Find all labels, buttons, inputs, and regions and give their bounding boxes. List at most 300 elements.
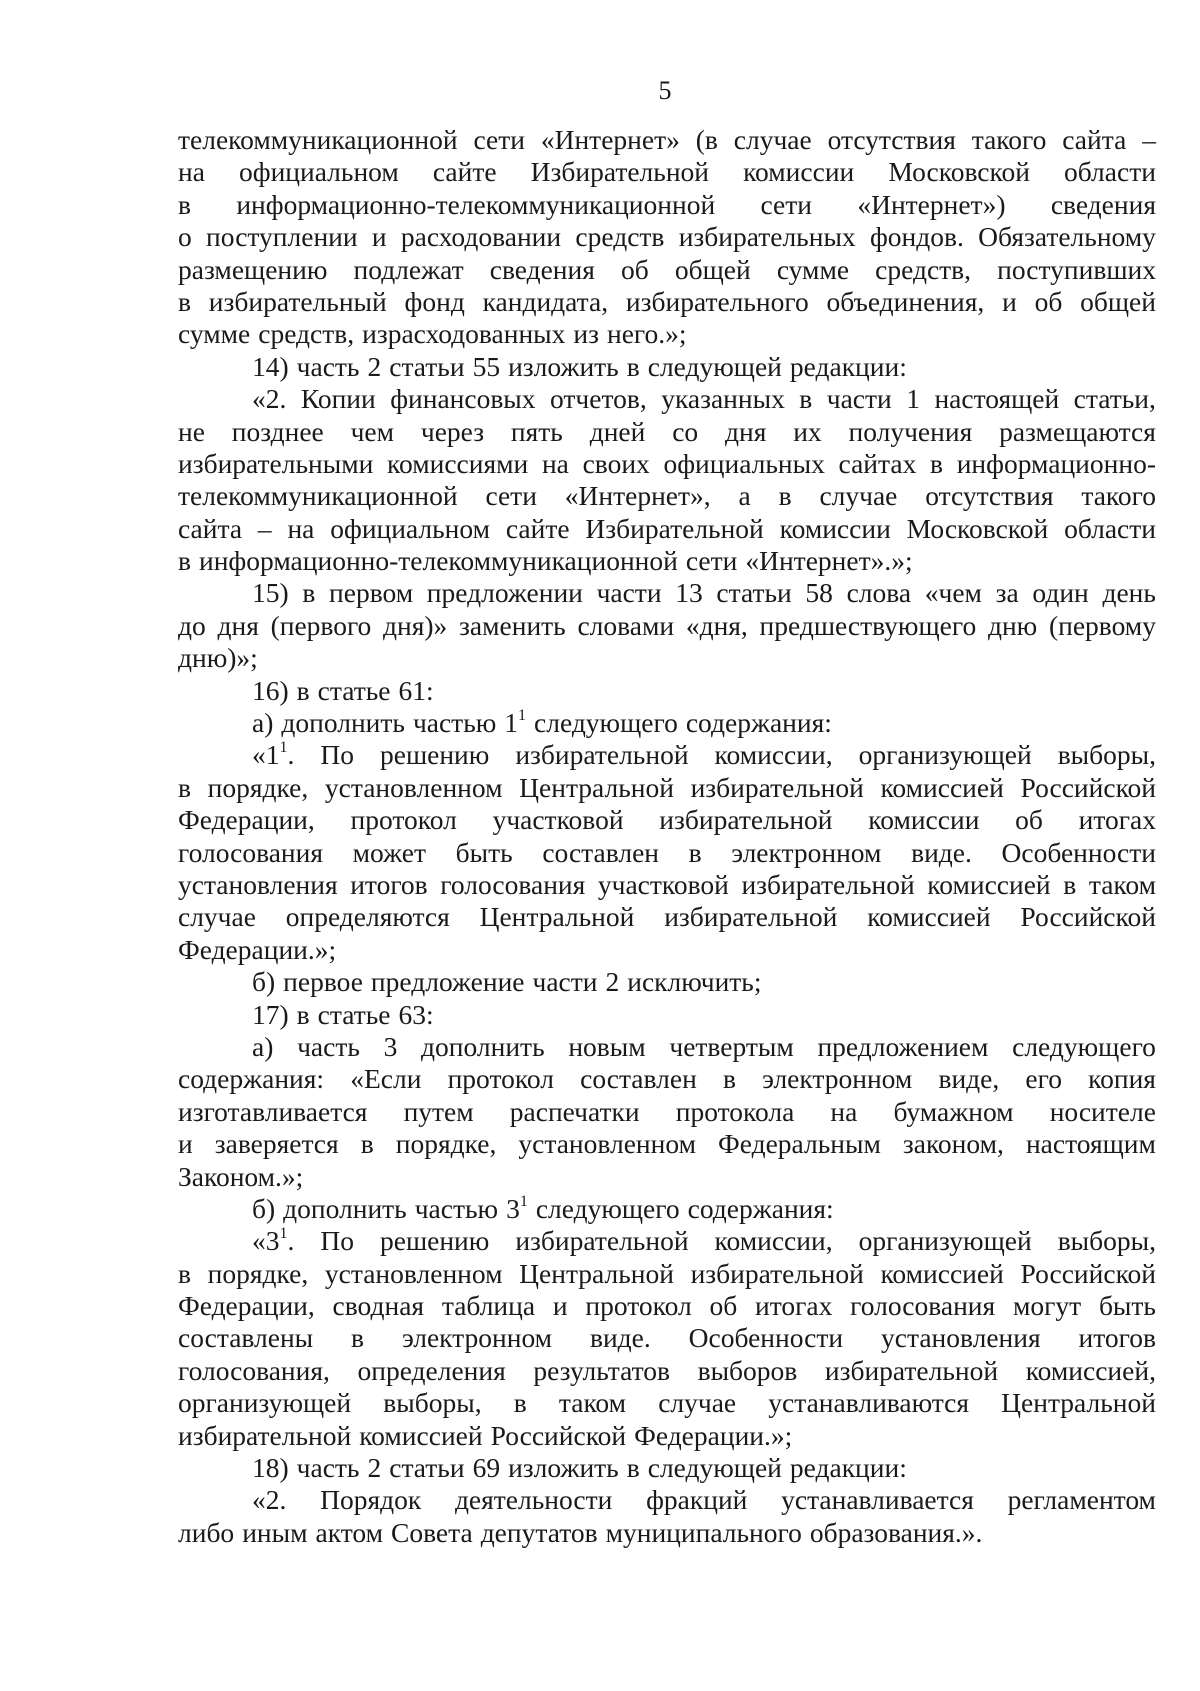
text-line [178,351,1156,383]
word: случае [819,480,898,512]
word: сведения [489,253,595,285]
word: фондов. [869,221,964,253]
text-line [178,999,1156,1031]
word: установления [881,1322,1041,1354]
word: сайта [178,512,243,544]
word: б) [252,966,276,998]
word: 17) [252,998,289,1030]
word: и [1002,285,1017,317]
word: установленном [518,1128,696,1160]
word: комиссией [359,1419,483,1451]
word: информационно-телекоммуникационной [236,188,716,220]
word: распечатки [509,1095,640,1127]
page-number: 5 [658,76,672,105]
word: участковой [492,804,624,836]
word: статьи [389,1452,465,1484]
word: официальных [663,447,825,479]
word: комиссией [880,771,1004,803]
word: в [778,480,792,512]
word: размещению [178,253,328,285]
word: участковой [597,868,729,900]
word: составлен [580,1063,697,1095]
word: изготавливается [178,1095,368,1127]
word: в [930,447,944,479]
word: итогах [1078,804,1156,836]
text-line [178,1225,1156,1257]
word: электронном [731,836,882,868]
word: порядке, [395,1128,497,1160]
word: составлены [178,1322,314,1354]
word: Московской [888,156,1030,188]
word: «2. [252,383,287,415]
text-line [178,448,1156,480]
text-line [178,545,1156,577]
word: первом [329,577,414,609]
word: в [302,577,316,609]
word: статьи [389,350,465,382]
word: комиссиями [387,447,529,479]
word: первое [283,966,363,998]
word: избирательной [741,868,915,900]
word: выборы, [383,1387,482,1419]
word: избирательной [664,901,838,933]
text-line [178,1258,1156,1290]
word: Российской [1020,901,1156,933]
word: Российской [490,1419,627,1451]
word: предложение [370,966,525,998]
word: организующей [178,1387,352,1419]
word: частью [412,707,497,739]
word: телекоммуникационной [178,124,458,155]
word: сети [473,124,525,155]
word: предшествующего [759,609,977,641]
word: таком [558,1387,627,1419]
word: «Если [350,1063,422,1095]
word: 2 [367,1452,382,1484]
word: и [552,1290,568,1322]
word: общей [1080,285,1156,317]
word: виде, [938,1063,1000,1095]
word: Центральной [519,771,674,803]
word: По [320,1225,354,1257]
word: редакции: [789,1452,907,1484]
word: части [596,577,662,609]
word: итогов [1078,1322,1156,1354]
word: поступивших [997,253,1156,285]
word: комиссией [880,1257,1004,1289]
word: содержания: [685,707,832,739]
word: новым [568,1030,646,1062]
word: в [178,188,191,220]
word: протокол [585,1290,692,1322]
word: сводная [332,1290,425,1322]
word: части [826,383,892,415]
word: изложить [508,1452,619,1484]
word: копия [1088,1063,1156,1095]
word: сведения [1050,188,1156,220]
word: избирательной [178,1419,352,1451]
word: фракций [646,1484,748,1516]
word: дня)» [383,609,448,641]
text-line [178,1290,1156,1322]
word: дней [589,415,646,447]
word: 18) [252,1452,289,1484]
word: заверяется [214,1128,339,1160]
word: сети [760,188,812,220]
word: избирательной [824,1354,999,1386]
word: дополнить [421,1030,545,1062]
word: 16) [252,674,289,706]
word: Особенности [688,1322,844,1354]
word: организующей [858,739,1032,771]
word: 55 [472,350,501,382]
text-line [178,869,1156,901]
word: сети [685,545,738,577]
word: и [371,221,387,253]
word: путем [403,1095,474,1127]
word: Совета [391,1516,473,1548]
word: Центральной [479,901,635,933]
word: в [296,674,310,706]
word: а) [252,707,274,739]
text-line [178,610,1156,642]
text-line [178,124,1156,156]
word: сайтах [838,447,917,479]
word: информационно-телекоммуникационной [199,545,678,577]
word: быть [455,836,513,868]
word: регламентом [1007,1484,1156,1516]
word: отсутствия [925,480,1054,512]
word: общей [674,253,751,285]
word: избирательной [690,771,864,803]
text-line [178,221,1156,253]
word: на [541,447,569,479]
word: «Интернет».»; [745,545,913,577]
word: могут [1012,1290,1082,1322]
word: 61: [398,674,434,706]
word: 63: [398,998,434,1030]
word: в [799,383,813,415]
word: – [257,512,272,544]
word: «чем [924,577,982,609]
word: Российской [1020,1257,1156,1289]
word: не [178,415,205,447]
word: четвертым [669,1030,794,1062]
word: сумме [178,318,251,350]
word: установленном [324,771,503,803]
word: на [178,156,205,188]
word: пять [510,415,563,447]
word: содержания: [687,1192,834,1224]
word: избирательной [659,804,833,836]
word: слова [846,577,912,609]
word: Избирательной [585,512,764,544]
word: дополнить [281,707,405,739]
word: и [178,1128,193,1160]
text-line [178,1420,1156,1452]
word: итогов [350,868,428,900]
word: устанавливается [781,1484,974,1516]
word: из [573,318,599,350]
word: часть [296,350,360,382]
word: 1 [906,383,920,415]
word: итогах [755,1290,833,1322]
word: «2. [252,1484,287,1516]
word: Московской [906,512,1049,544]
word: такого [971,124,1047,155]
word: изложить [508,350,619,382]
word: голосования [440,868,586,900]
word: виде. [589,1322,651,1354]
word: их [793,415,822,447]
text-line [178,383,1156,415]
word: отчетов, [550,383,647,415]
word: один [1032,577,1089,609]
word: размещаются [999,415,1156,447]
text-line [178,286,1156,318]
text-line [178,189,1156,221]
word: 15) [252,577,289,609]
word: определяются [285,901,450,933]
text-line [178,739,1156,771]
word: израсходованных [362,318,566,350]
word: предложении [426,577,583,609]
text-line [178,1096,1156,1128]
word: предложением [817,1030,989,1062]
word: часть [297,1030,360,1062]
word: комиссии, [714,1225,833,1257]
word: протокол [350,804,457,836]
word: официальном [330,512,491,544]
word: комиссией [867,901,991,933]
superscript: 1 [518,706,527,724]
word: носителе [1049,1095,1156,1127]
word: а) [252,1030,274,1062]
superscript: 1 [279,1225,288,1243]
word: (в [695,124,718,155]
word: официальном [239,156,399,188]
word: на [287,512,315,544]
word: выборы, [1057,739,1156,771]
word: Обязательному [978,221,1156,253]
word: «Интернет», [564,480,711,512]
word: Федеральным [718,1128,881,1160]
word: в [360,1128,374,1160]
word: комиссии, [714,739,833,771]
word: со [672,415,699,447]
text-line [178,675,1156,707]
word: в [178,285,191,317]
word: порядке, [207,1257,309,1289]
word: через [420,415,485,447]
word: Особенности [1001,836,1156,868]
word: его [1025,1063,1062,1095]
word: решению [380,1225,490,1257]
word: сайте [432,156,497,188]
word: такого [1081,480,1156,512]
text-line [178,934,1156,966]
word: статьи [716,577,792,609]
word: законом, [902,1128,1004,1160]
word: либо [178,1516,235,1548]
word: сайте [505,512,570,544]
word: день [1102,577,1156,609]
word: таблица [441,1290,536,1322]
word: актом [315,1516,383,1548]
word: до [178,609,206,641]
text-line [178,1387,1156,1419]
word: следующего [535,1192,680,1224]
word: комиссии [779,512,891,544]
word: дополнить [283,1192,407,1224]
word: может [352,836,426,868]
word: выборов [697,1354,798,1386]
word: 13 [675,577,703,609]
text-line [178,577,1156,609]
word: б) [252,1192,276,1224]
text-line [178,1517,1156,1549]
word: дню [987,609,1038,641]
word: комиссией [927,868,1051,900]
word: области [1064,156,1156,188]
word: «Интернет» [540,124,680,155]
word: подлежат [353,253,464,285]
word: части [532,966,598,998]
word: средств, [258,318,355,350]
text-line [178,1355,1156,1387]
word: избирательной [515,739,689,771]
word: избирательного [625,285,809,317]
word: электронном [401,1322,553,1354]
word: Избирательной [530,156,710,188]
text-line [178,804,1156,836]
text-line [178,1063,1156,1095]
word: содержания: [178,1063,325,1095]
word: сайта [1062,124,1127,155]
word: составлен [542,836,659,868]
word: 58 [805,577,833,609]
word: протокола [675,1095,795,1127]
text-line [178,416,1156,448]
word: об [621,253,649,285]
word: в [513,1387,527,1419]
word: выборы, [1057,1225,1156,1257]
text-line [178,480,1156,512]
word: сети [485,480,537,512]
word: в [1063,868,1077,900]
word: виде. [911,836,972,868]
word: Порядок [320,1484,422,1516]
word: депутатов [480,1516,598,1548]
word: дня [217,609,259,641]
word: 69 [472,1452,501,1484]
word: Российской [1020,771,1156,803]
word: часть [296,1452,360,1484]
word: финансовых [390,383,536,415]
word: муниципального [605,1516,802,1548]
word: в [178,771,191,803]
word: Федерации, [178,804,315,836]
word: следующей [647,1452,782,1484]
word: указанных [661,383,785,415]
superscript: 1 [519,1192,528,1210]
word: исключить; [627,966,762,998]
word: в [688,836,702,868]
word: порядке, [207,771,309,803]
word: решению [380,739,490,771]
word: Федерации.»; [634,1419,793,1451]
word: избирательной [515,1225,689,1257]
word: избирательными [178,447,374,479]
text-line [178,1031,1156,1063]
text-line [178,156,1156,188]
word: голосования, [178,1354,330,1386]
text-line [178,1193,1156,1225]
word: Федерации.»; [178,933,337,965]
word: комиссии [743,156,855,188]
word: иным [242,1516,308,1548]
word: словами [577,609,675,641]
word: устанавливаются [768,1387,969,1419]
word: частью [414,1192,499,1224]
word: в [722,1063,736,1095]
word: (первому [1048,609,1156,641]
word: настоящим [1025,1128,1156,1160]
word: об [709,1290,738,1322]
word: заменить [459,609,566,641]
text-line [178,1322,1156,1354]
word: статьи, [1073,383,1156,415]
word: организующей [858,1225,1032,1257]
text-line [178,1161,1156,1193]
word: избирательной [690,1257,864,1289]
word: (первого [270,609,372,641]
word: чем [350,415,395,447]
word: дня [725,415,767,447]
word: Копии [300,383,376,415]
word: Центральной [519,1257,674,1289]
word: комиссией, [1025,1354,1156,1386]
word: 2 [605,966,620,998]
text-line [178,837,1156,869]
word: телекоммуникационной [178,480,458,512]
word: По [320,739,354,771]
text-line [178,1452,1156,1484]
word: быть [1098,1290,1156,1322]
word: результатов [533,1354,670,1386]
word: протокол [447,1063,554,1095]
word: избирательных [678,221,856,253]
text-line [178,707,1156,739]
word: таком [1088,868,1156,900]
word: фонд [404,285,465,317]
word: получения [848,415,973,447]
word: об [1015,804,1043,836]
word: – [1142,124,1156,155]
word: об [1034,285,1063,317]
text-line [178,1128,1156,1160]
word: о [178,221,192,253]
word: дню)»; [178,642,258,674]
word: «$3^1$. [252,1225,295,1257]
word: позднее [231,415,324,447]
word: голосования [850,1290,996,1322]
word: 3 [383,1030,398,1062]
word: в [626,1452,640,1484]
word: образования.». [809,1516,983,1548]
word: установленном [324,1257,503,1289]
word: электронном [762,1063,913,1095]
